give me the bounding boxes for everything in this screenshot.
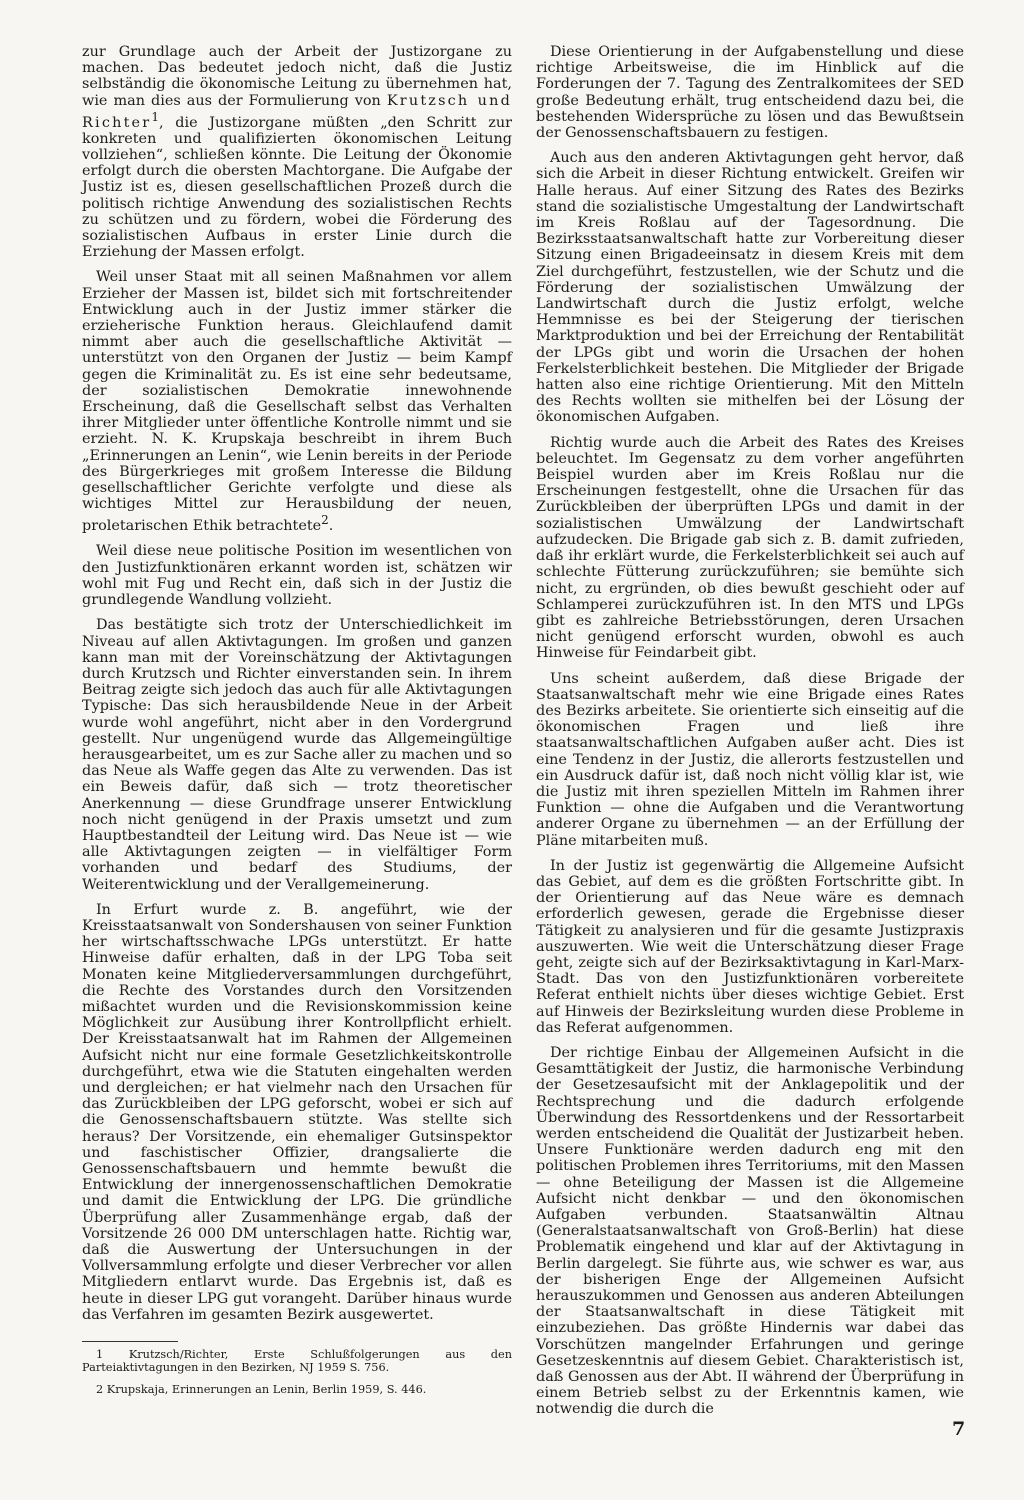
paragraph: Weil unser Staat mit all seinen Maßnahmen vor allem Erzieher der Massen ist, bildet sich mit fortschreitender Entwicklung auch in der Justiz immer stärker die erzieherische Funktion heraus. Gleichlaufend damit nimmt aber auch die gesellschaftliche Aktivität — unterstützt von den Organen der Justiz — beim Kampf gegen die Kriminalität zu. Es ist eine sehr bedeutsame, der sozialistischen Demokratie innewohnende Erscheinung, daß die Gesellschaft selbst das Verhalten ihrer Mitglieder unter öffentliche Kontrolle nimmt und sie erzieht. N. K. Krupskaja beschreibt in ihrem Buch „Erinnerungen an Lenin“, wie Lenin bereits in der Periode des Bürgerkrieges mit großem Interesse die Bildung gesellschaftlicher Gerichte verfolgte und diese als wichtiges Mittel zur Herausbildung der neuen, proletarischen Ethik betrachtete$^2$. [82, 269, 512, 535]
left-column [82, 44, 512, 1406]
paragraph: In Erfurt wurde z. B. angeführt, wie der Kreisstaatsanwalt von Sondershausen von seiner Funktion her wirtschaftsschwache LPGs unterstützt. Er hatte Hinweise dafür erhalten, daß in der LPG Toba seit Monaten keine Mitgliederversammlungen durchgeführt, die Rechte des Vorstandes durch den Vorsitzenden mißachtet wurden und die Revisionskommission keine Möglichkeit zur Ausübung ihrer Kontrollpflicht erhielt. Der Kreisstaatsanwalt hat im Rahmen der Allgemeinen Aufsicht nicht nur eine formale Gesetzlichkeitskontrolle durchgeführt, etwa wie die Statuten eingehalten werden und dergleichen; er hat vielmehr nach den Ursachen für das Zurückbleiben der LPG geforscht, wobei er sich auf die Genossenschaftsbauern stützte. Was stellte sich heraus? Der Vorsitzende, ein ehemaliger Gutsinspektor und faschistischer Offizier, drangsalierte die Genossenschaftsbauern und hemmte bewußt die Entwicklung der innergenossenschaftlichen Demokratie und damit die Entwicklung der LPG. Die gründliche Überprüfung aller Zusammenhänge ergab, daß der Vorsitzende 26 000 DM unterschlagen hatte. Richtig war, daß die Auswertung der Untersuchungen in der Vollversammlung erfolgte und dieser Verbrecher vor allen Mitgliedern entlarvt wurde. Das Ergebnis ist, daß es heute in dieser LPG gut vorangeht. Darüber hinaus wurde das Verfahren im gesamten Bezirk ausgewertet. [82, 901, 512, 1323]
paragraph: Diese Orientierung in der Aufgabenstellung und diese richtige Arbeitsweise, die im Hinblick auf die Forderungen der 7. Tagung des Zentralkomitees der SED große Bedeutung erhält, trug entscheidend dazu bei, die bestehenden Widersprüche zu lösen und das Bewußtsein der Genossenschaftsbauern zu festigen. [536, 44, 964, 142]
paragraph: In der Justiz ist gegenwärtig die Allgemeine Aufsicht das Gebiet, auf dem es die größten Fortschritte gibt. In der Orientierung auf das Neue wäre es demnach erforderlich gewesen, gerade die Ergebnisse dieser Tätigkeit zu analysieren und für die gesamte Justizpraxis auszuwerten. Wie weit die Unterschätzung dieser Frage geht, zeigte sich auf der Bezirksaktivtagung in Karl-Marx-Stadt. Das von den Justizfunktionären vorbereitete Referat enthielt nichts über dieses wichtige Gebiet. Erst auf Hinweis der Bezirksleitung wurden diese Probleme in das Referat aufgenommen. [536, 857, 964, 1036]
paragraph: Der richtige Einbau der Allgemeinen Aufsicht in die Gesamttätigkeit der Justiz, die harmonische Verbindung der Gesetzesaufsicht mit der Anklagepolitik und der Rechtsprechung und die dadurch erfolgende Überwindung des Ressortdenkens und der Ressortarbeit werden entscheidend die Qualität der Justizarbeit heben. Unsere Funktionäre werden dadurch eng mit den politischen Problemen ihres Territoriums, mit den Massen — ohne Beteiligung der Massen ist die Allgemeine Aufsicht nicht denkbar — und den ökonomischen Aufgaben verbunden. Staatsanwältin Altnau (Generalstaatsanwaltschaft von Groß-Berlin) hat diese Problematik eingehend und klar auf der Aktivtagung in Berlin dargelegt. Sie führte aus, wie schwer es war, aus der bisherigen Enge der Allgemeinen Aufsicht herauszukommen und Genossen aus anderen Abteilungen der Staatsanwaltschaft in diese Tätigkeit mit einzubeziehen. Das größte Hindernis war dabei das Vorschützen mangelnder Erfahrungen und geringe Gesetzeskenntnis auf diesem Gebiet. Charakteristisch ist, daß Genossen aus der Abt. II während der Überprüfung in einem Betrieb selbst zu der Erkenntnis kamen, wie notwendig die durch die [536, 1044, 964, 1418]
author-names: Krutzsch und Richter [82, 92, 512, 131]
footnote-1: 1 Krutzsch/Richter, Erste Schlußfolgerungen aus den Parteiaktivtagungen in den Bezirken, NJ 1959 S. 756. [82, 1348, 512, 1375]
right-column [536, 44, 964, 1427]
footnote-divider [82, 1341, 178, 1342]
footnote-ref-2[interactable]: 2 [321, 513, 329, 528]
paragraph: Das bestätigte sich trotz der Unterschiedlichkeit im Niveau auf allen Aktivtagungen. Im großen und ganzen kann man mit der Voreinschätzung der Aktivtagungen durch Krutzsch und Richter einverstanden sein. In ihrem Beitrag zeigte sich jedoch das auch für alle Aktivtagungen Typische: Das sich herausbildende Neue in der Arbeit wurde wohl angeführt, nicht aber in den Vordergrund gestellt. Nur ungenügend wurde das Allgemeingültige herausgearbeitet, um es zur Sache aller zu machen und so das Neue als Waffe gegen das Alte zu verwenden. Das ist ein Beweis dafür, daß sich — trotz theoretischer Anerkennung — diese Grundfrage unserer Entwicklung noch nicht genügend in der Praxis umsetzt und zum Hauptbestandteil der Leitung wird. Das Neue ist — wie alle Aktivtagungen zeigten — in vielfältiger Form vorhanden und bedarf des Studiums, der Weiterentwicklung und der Verallgemeinerung. [82, 617, 512, 893]
paragraph: Weil diese neue politische Position im wesentlichen von den Justizfunktionären erkannt worden ist, schätzen wir wohl mit Fug und Recht ein, daß sich in der Justiz die grundlegende Wandlung vollzieht. [82, 543, 512, 609]
footnote-2: 2 Krupskaja, Erinnerungen an Lenin, Berlin 1959, S. 446. [96, 1383, 427, 1397]
paragraph: Auch aus den anderen Aktivtagungen geht hervor, daß sich die Arbeit in dieser Richtung entwickelt. Greifen wir Halle heraus. Auf einer Sitzung des Rates des Bezirks stand die sozialistische Umgestaltung der Landwirtschaft im Kreis Roßlau auf der Tagesordnung. Die Bezirksstaatsanwaltschaft hatte zur Vorbereitung dieser Sitzung einen Brigadeeinsatz in diesem Kreis mit dem Ziel durchgeführt, festzustellen, wie der Schutz und die Förderung der sozialistischen Umwälzung der Landwirtschaft durch die Justiz erfolgt, welche Hemmnisse es bei der Steigerung der tierischen Marktproduktion und bei der Erreichung der Rentabilität der LPGs gibt und worin die Ursachen der hohen Ferkelsterblichkeit bestehen. Die Mitglieder der Brigade hatten also eine richtige Orientierung. Mit den Mitteln des Rechts wollten sie mithelfen bei der Lösung der ökonomischen Aufgaben. [536, 150, 964, 426]
page-number: 7 [952, 1418, 966, 1440]
paragraph: Uns scheint außerdem, daß diese Brigade der Staatsanwaltschaft mehr wie eine Brigade eines Rates des Bezirks arbeitete. Sie orientierte sich einseitig auf die ökonomischen Fragen und ließ ihre staatsanwaltschaftlichen Aufgaben außer acht. Dies ist eine Tendenz in der Justiz, die allerorts festzustellen und ein Ausdruck dafür ist, daß noch nicht völlig klar ist, wie die Justiz mit ihren speziellen Mitteln im Rahmen ihrer Funktion — ohne die Aufgaben und die Verantwortung anderer Organe zu übernehmen — an der Erfüllung der Pläne mitarbeiten muß. [536, 670, 964, 849]
footnote-ref-1[interactable]: 1 [151, 109, 159, 124]
paragraph: zur Grundlage auch der Arbeit der Justizorgane zu machen. Das bedeutet jedoch nicht, daß die Justiz selbständig die ökonomische Leitung zu übernehmen hat, wie man dies aus der Formulierung von Krutzsch und Richter$^1$, die Justizorgane müßten „den Schritt zur konkreten und qualifizierten ökonomischen Leitung vollziehen“, schließen könnte. Die Leitung der Ökonomie erfolgt durch die obersten Machtorgane. Die Aufgabe der Justiz ist es, diesen gesellschaftlichen Prozeß durch die politisch richtige Anwendung des sozialistischen Rechts zu schützen und zu fördern, wobei die Förderung des sozialistischen Aufbaus in erster Linie durch die Erziehung der Massen erfolgt. [82, 44, 512, 261]
paragraph: Richtig wurde auch die Arbeit des Rates des Kreises beleuchtet. Im Gegensatz zu dem vorher angeführten Beispiel wurden aber im Kreis Roßlau nur die Erscheinungen festgestellt, ohne die Ursachen für das Zurückbleiben der überprüften LPGs und damit in der sozialistischen Umwälzung der Landwirtschaft aufzudecken. Die Brigade gab sich z. B. damit zufrieden, daß ihr erklärt wurde, die Ferkelsterblichkeit sei auch auf schlechte Fütterung zurückzuführen; sie bemühte sich nicht, zu ergründen, ob dies bewußt geschieht oder auf Schlamperei zurückzuführen ist. In den MTS und LPGs gibt es zahlreiche Betriebsstörungen, deren Ursachen nicht genügend erforscht wurden, obwohl es auch Hinweise für Feindarbeit gibt. [536, 434, 964, 662]
